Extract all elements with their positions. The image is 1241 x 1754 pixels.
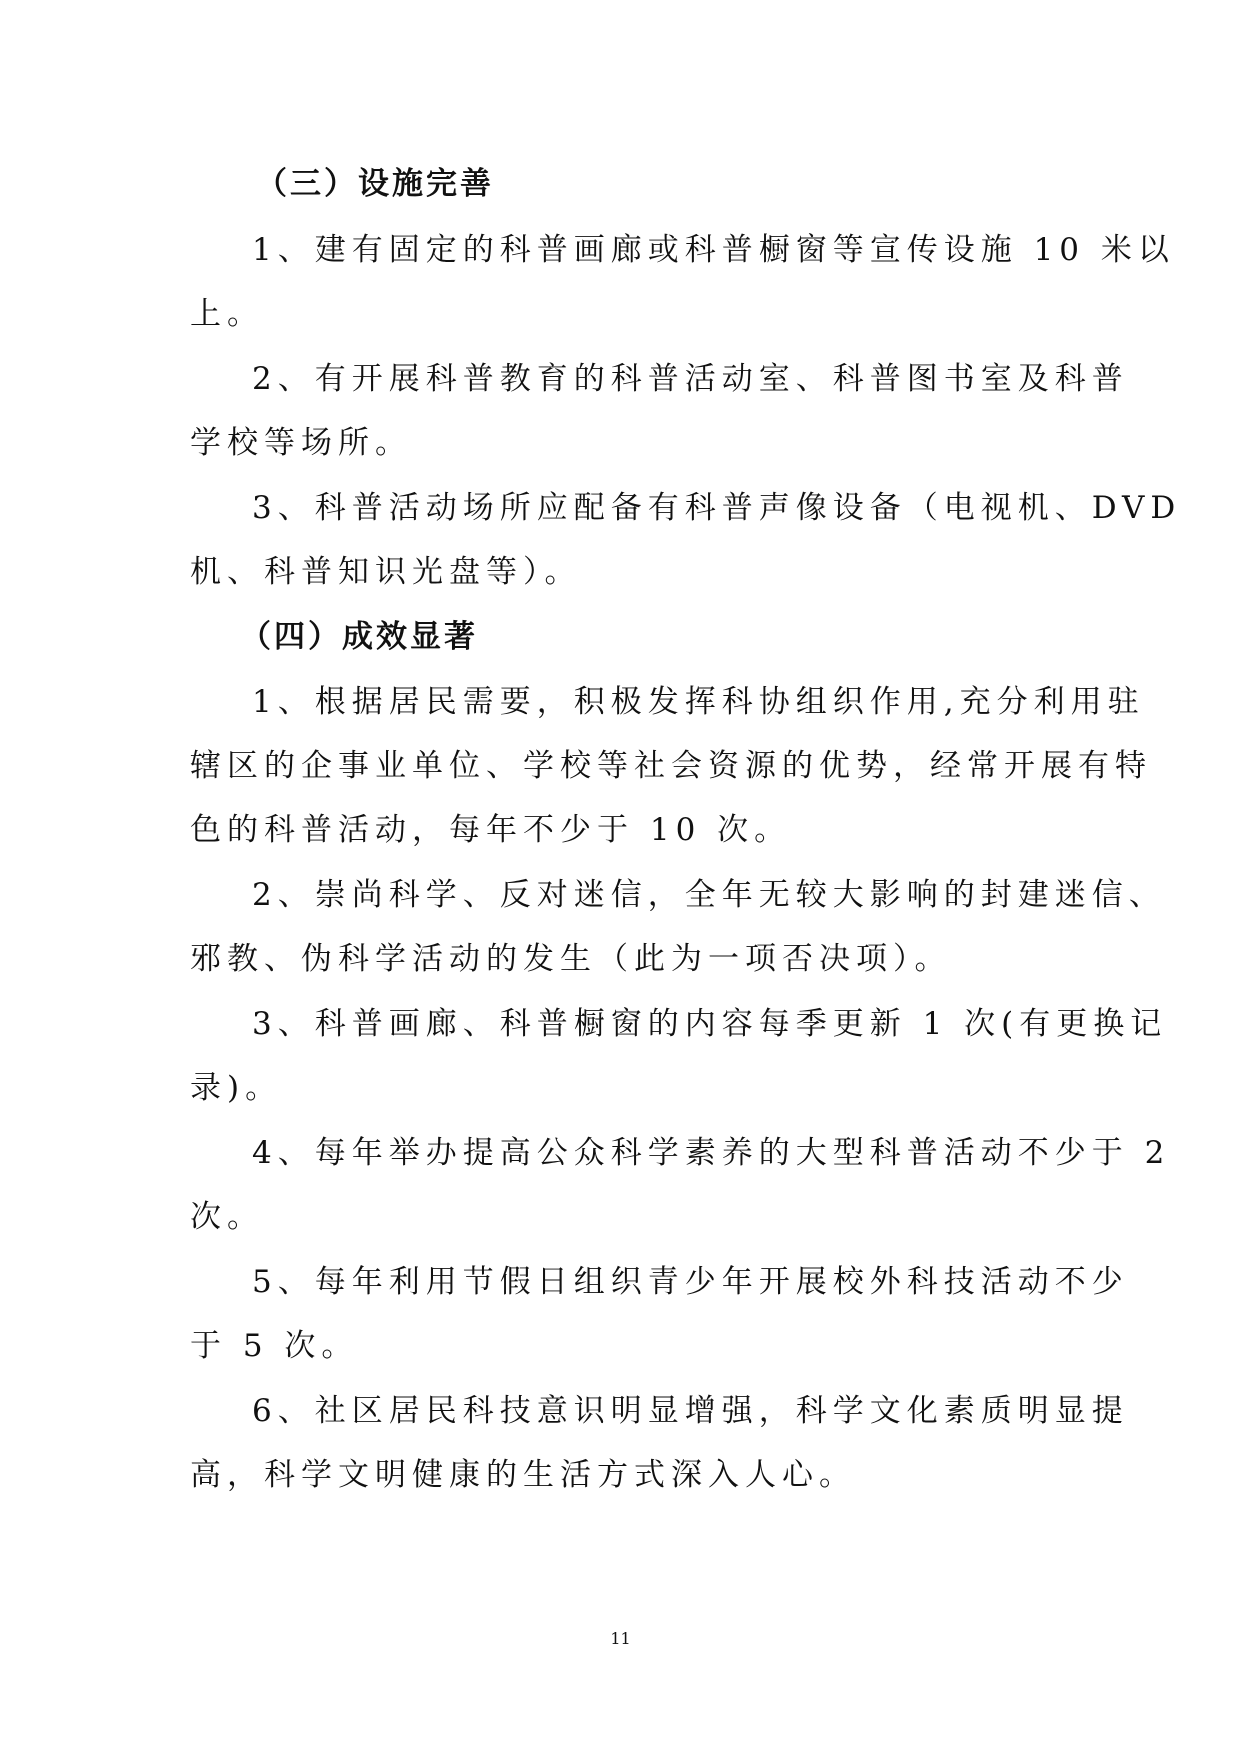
paragraph-line: 次。 [190, 1199, 264, 1235]
paragraph-line: 2、有开展科普教育的科普活动室、科普图书室及科普 [252, 361, 1129, 397]
paragraph-line: 上。 [190, 296, 264, 332]
paragraph-line: 机、科普知识光盘等）。 [190, 554, 582, 590]
paragraph-line: 3、科普活动场所应配备有科普声像设备（电视机、DVD [252, 490, 1182, 526]
paragraph-line: 6、社区居民科技意识明显增强，科学文化素质明显提 [252, 1393, 1129, 1429]
paragraph-line: 录)。 [190, 1070, 283, 1106]
paragraph-line: 1、根据居民需要，积极发挥科协组织作用,充分利用驻 [252, 684, 1145, 720]
paragraph-line: 辖区的企事业单位、学校等社会资源的优势，经常开展有特 [190, 748, 1152, 784]
page-number: 11 [610, 1629, 631, 1648]
paragraph-line: 4、每年举办提高公众科学素养的大型科普活动不少于 2 [252, 1135, 1171, 1171]
paragraph-line: 于 5 次。 [190, 1328, 359, 1364]
paragraph-line: 1、建有固定的科普画廊或科普橱窗等宣传设施 10 米以 [252, 232, 1175, 268]
section-heading-facilities: （三）设施完善 [256, 166, 494, 202]
paragraph-line: 2、崇尚科学、反对迷信，全年无较大影响的封建迷信、 [252, 877, 1166, 913]
paragraph-line: 3、科普画廊、科普橱窗的内容每季更新 1 次(有更换记 [252, 1006, 1168, 1042]
paragraph-line: 5、每年利用节假日组织青少年开展校外科技活动不少 [252, 1264, 1129, 1300]
paragraph-line: 学校等场所。 [190, 425, 412, 461]
paragraph-line: 色的科普活动，每年不少于 10 次。 [190, 812, 792, 848]
paragraph-line: 高，科学文明健康的生活方式深入人心。 [190, 1457, 856, 1493]
section-heading-results: （四）成效显著 [240, 619, 478, 655]
paragraph-line: 邪教、伪科学活动的发生（此为一项否决项）。 [190, 941, 952, 977]
